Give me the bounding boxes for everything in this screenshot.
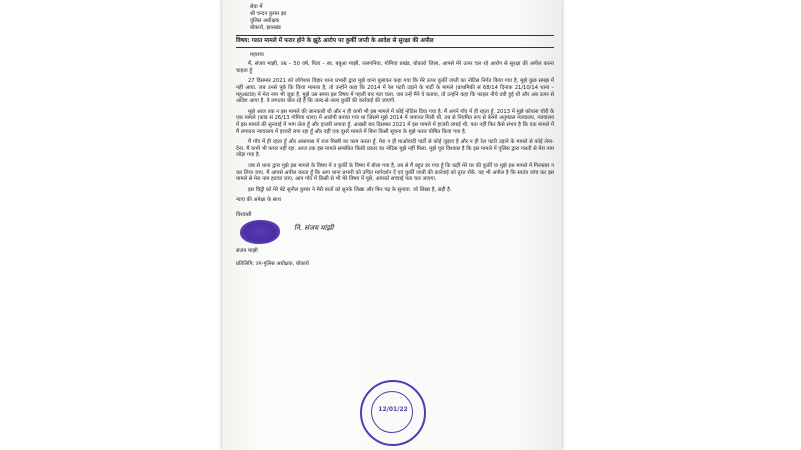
sender-name: संजय माझी: [236, 248, 258, 255]
letter-body: [236, 4, 554, 268]
paragraph: इस चिट्ठी को मेरे बेटे सुनील कुमार ने मेरी बातों को सुनके लिखा और फिर पढ़ के सुनाया. जो लिखा है, सही है.: [248, 186, 452, 193]
address-line: श्री चन्दन कुमार झा: [250, 11, 287, 17]
copy-to: प्रतिलिपि: उप-पुलिस अधीक्षक, बोकारो: [236, 261, 310, 268]
thumb-impression: [240, 220, 280, 244]
recipient-address: [250, 4, 554, 32]
paragraph: जब से थाना द्वारा मुझे इस मामले के विषय में व कुर्की के विषय में बोला गया है, तब से मैं बहुत डर गया हूँ कि कहीं मेरे घर की कुर्की या मुझे इस मामले में गिरफ्तार न कर लिया जाए. मैं आपसे अपील करता हूँ कि आप थाना प्रभारी को उचित मार्गदर्शन दें एवं कुर्की जप्ती की कार्रवाई को तुरंत रोकें. यह भी अपील है कि स्वतंत्र जांच कर इस मामले से मेरा नाम हटाया जाए. आप गाँव में किसी से भी मेरे विषय में पूछें, आपको सच्चाई पता चल जाएगा.: [236, 162, 554, 183]
address-line: बोकारो, झारखंड: [250, 25, 281, 31]
closing-line: न्याय की अपेक्षा के साथ: [236, 197, 281, 204]
letter-page: [222, 0, 562, 450]
paragraph: मुझे आज तक न इस मामले की जानकारी थी और न ही कभी भी इस मामले में कोई नोटिस दिया गया है. मैं अपने गाँव में ही रहता हूँ. 2013 में मुझे कोयला चोरी के एक मामले (कांड सं 26/13 गोमिया थाना) में आरोपी बनाया गया था जिसमे मुझे 2014 में जमानत मिली थी. तब से नियमित रूप से बेरमो अनुमंडल न्यायालय, न्यायालय में इस मामले की सुनवाई में भाग लेता हूँ और हाजरी लगाता हूँ. आखरी बार दिसम्बर 2021 में इस मामले में हाजरी लगाई थी. पता नहीं फिर कैसे संभव है कि एक मामले में मैं लगातार न्यायालय में हाजरी लगा रहा हूँ और वहीं एक दूसरे मामले में बिना किसी सूचना के मुझे फरार घोषित किया गया है.: [236, 108, 554, 135]
background-left: [0, 0, 226, 450]
paragraph: मैं, संजय माझी, उम्र – 50 वर्ष, पिता – स्व. बबुआ माझी, ललपनिया, गोमिया प्रखंड, बोकारो जिला, आपसे मेरे ऊपर चल रहे आरोप से सुरक्षा की अपील करना चाहता हूँ: [236, 61, 554, 74]
signature-area: [236, 220, 554, 246]
background-right: [560, 0, 801, 450]
stamp-date: 12/01/22: [378, 406, 408, 413]
police-stamp: [360, 380, 426, 446]
paragraph: 27 दिसम्बर 2021 को जोगेश्वर विहार थाना प्रभारी द्वारा मुझे थाना बुलाकर कहा गया कि मेरे ऊपर कुर्की जप्ती का नोटिस निर्गत किया गया है, मुझे कुछ समझ में नहीं आया. जब उनसे पूछे कि किया मामला है, तो उन्होंने कहा कि 2014 में रेल पटरी उड़ाने के पार्टी के मामले (प्राथमिकी सं 68/14 दिनांक 21/10/14 थाना – महुआटांड) में मेरा नाम भी जुड़ा है. मुझे उस समय इस विषय में पहली बार पता चला. जब उन्हें मैंने ये बताया, तो उन्होंने कहा कि फाइल नीचे दबी हुई थी और अब ऊपर से आदेश आया है. वे लगातार बोल रहे हैं कि जल्द-से-जल्द कुर्की की कार्रवाई की जाएगी.: [236, 78, 554, 105]
salutation: महाशय: [250, 51, 264, 58]
signoff: विश्वासी: [236, 211, 252, 218]
address-line: पुलिस अधीक्षक: [250, 18, 280, 24]
paragraph: मैं गाँव में ही रहता हूँ और आसपास में राज मिस्त्री का काम करता हूँ. मेरा न ही माओवादी पार्टी से कोई जुड़ाव है और न ही रेल पटरी उड़ाने के मामले से कोई लेना-देना. मैं कभी भी फरार नहीं रहा. आज तक इस मामले सम्बंधित किसी प्रकार का नोटिस मुझे नहीं मिला. मुझे पूरा विश्वास है कि इस मामले में पुलिस द्वारा गलती से मेरा नाम जोड़ा गया है.: [236, 139, 554, 159]
letter-subject: विषय: गलत मामले में फरार होने के झूठे आरोप पर कुर्की जप्ती के आदेश से सुरक्षा की अपील: [236, 35, 554, 48]
handwritten-signature: नि. संजय मांझी: [294, 224, 334, 233]
address-line: सेवा में: [250, 4, 263, 10]
